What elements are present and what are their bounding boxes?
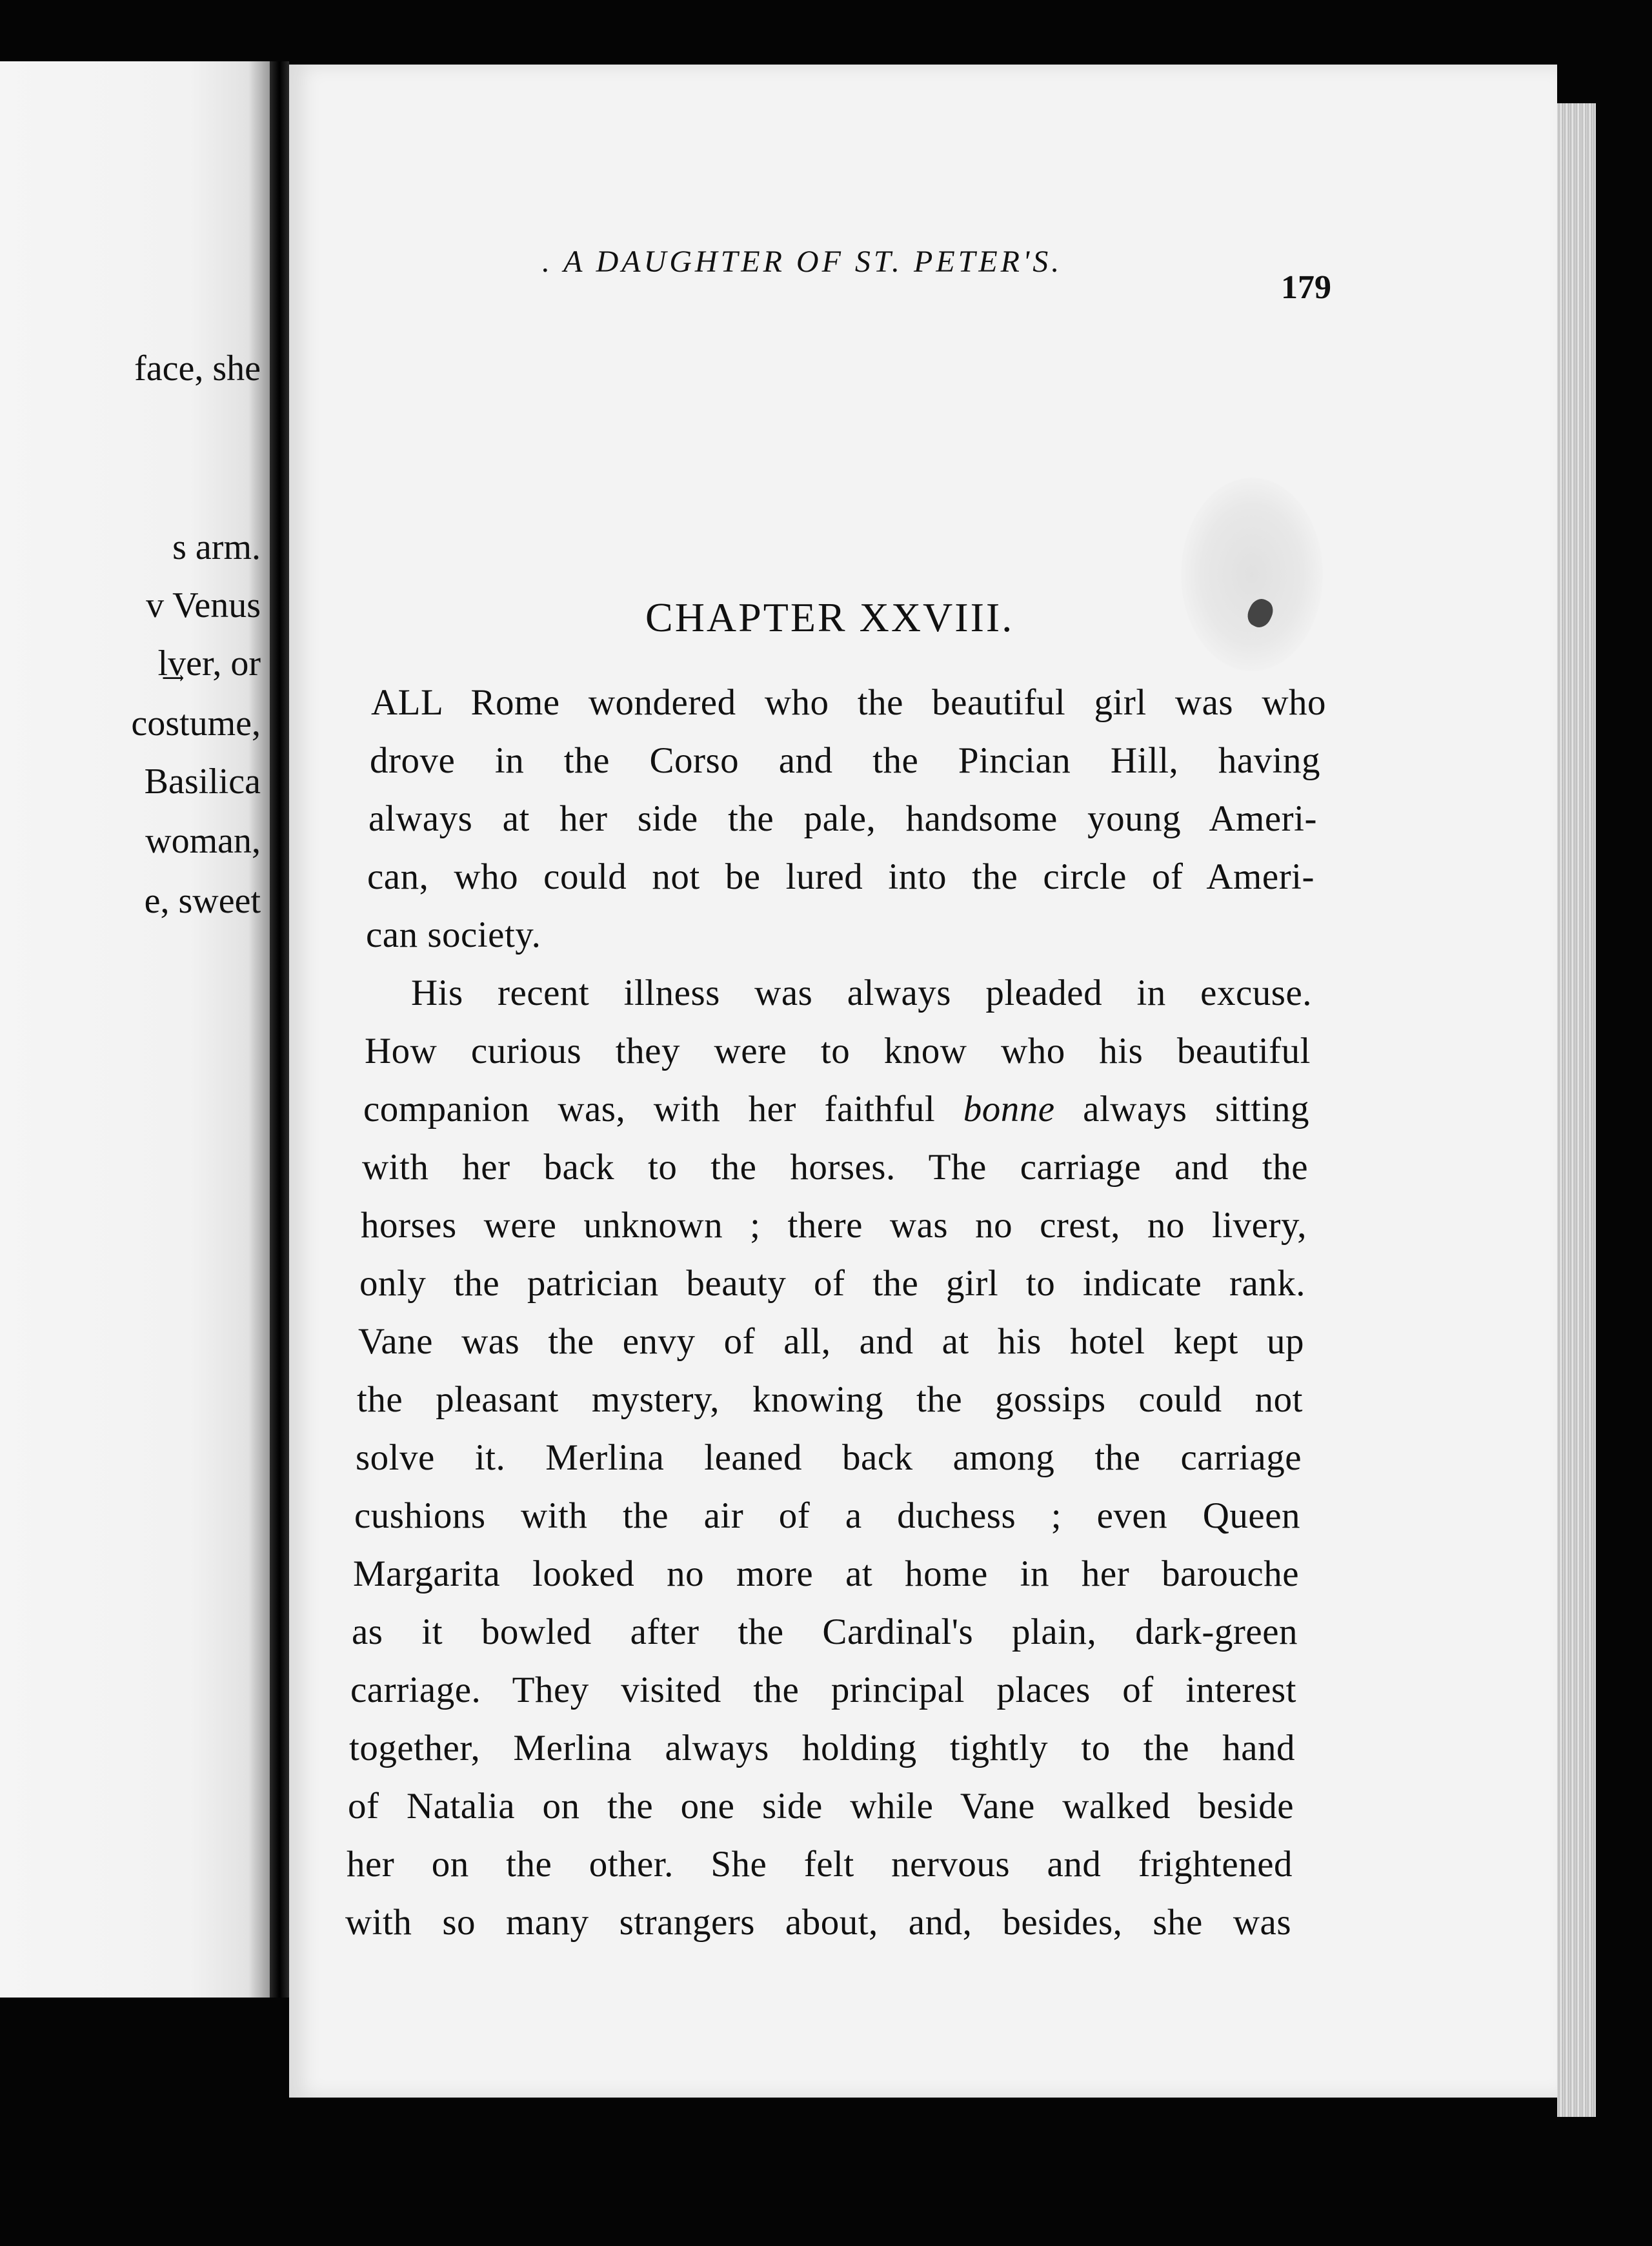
paper-stain bbox=[1181, 478, 1323, 671]
text-line: solve it. Merlina leaned back among the carriage bbox=[356, 1439, 1302, 1478]
left-page-line: l͢ver, or bbox=[157, 643, 261, 683]
running-head: . A DAUGHTER OF ST. PETER'S. bbox=[542, 245, 1063, 279]
text-line: can, who could not be lured into the circle of Ameri- bbox=[367, 858, 1315, 897]
left-page bbox=[0, 61, 270, 1998]
text-line: ALL Rome wondered who the beautiful girl was who bbox=[371, 684, 1326, 723]
text-line: of Natalia on the one side while Vane walked beside bbox=[348, 1788, 1294, 1826]
text-line: only the patrician beauty of the girl to indicate rank. bbox=[359, 1265, 1305, 1304]
left-page-line: costume, bbox=[131, 703, 261, 744]
text-line: with her back to the horses. The carriage and the bbox=[362, 1149, 1308, 1188]
chapter-title: CHAPTER XXVIII. bbox=[645, 594, 1014, 640]
text-line: with so many strangers about, and, besides, she was bbox=[345, 1904, 1291, 1943]
italic-word: bonne bbox=[963, 1091, 1055, 1129]
text-line: cushions with the air of a duchess ; even Queen bbox=[354, 1497, 1300, 1536]
text-line: companion was, with her faithful bonne always sitting bbox=[363, 1091, 1309, 1136]
text-line: as it bowled after the Cardinal's plain, dark-green bbox=[352, 1614, 1298, 1652]
text-line: always at her side the pale, handsome young Ameri- bbox=[368, 800, 1317, 839]
text-line: Vane was the envy of all, and at his hotel kept up bbox=[358, 1323, 1304, 1362]
left-page-line: face, she bbox=[134, 349, 261, 389]
left-page-line: e, sweet bbox=[144, 881, 261, 921]
book-gutter bbox=[270, 61, 289, 1998]
left-page-line: woman, bbox=[145, 821, 261, 861]
text-line: How curious they were to know who his beautiful bbox=[365, 1033, 1311, 1071]
left-page-line: s arm. bbox=[172, 527, 261, 567]
page-number: 179 bbox=[1281, 269, 1331, 306]
text-line: carriage. They visited the principal places of interest bbox=[350, 1672, 1296, 1710]
text-line: the pleasant mystery, knowing the gossips could not bbox=[357, 1381, 1303, 1420]
text-line: drove in the Corso and the Pincian Hill, having bbox=[370, 742, 1320, 781]
text-line: her on the other. She felt nervous and frightened bbox=[347, 1846, 1293, 1885]
text-line: Margarita looked no more at home in her barouche bbox=[353, 1555, 1299, 1594]
text-line: can society. bbox=[366, 915, 541, 955]
left-page-line: Basilica bbox=[144, 762, 261, 802]
left-page-line: v Venus bbox=[146, 585, 261, 625]
text-line: His recent illness was always pleaded in excuse. bbox=[411, 975, 1312, 1013]
text-line: horses were unknown ; there was no crest, no livery, bbox=[361, 1207, 1307, 1246]
page-edges bbox=[1557, 103, 1596, 2117]
text-line: together, Merlina always holding tightly to the hand bbox=[349, 1730, 1295, 1768]
